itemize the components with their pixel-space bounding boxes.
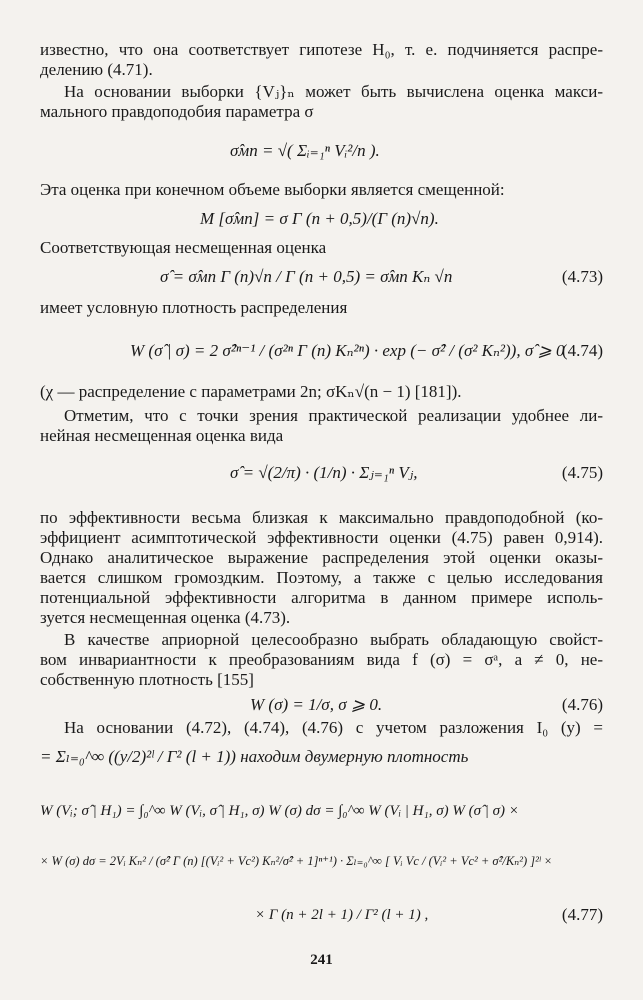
text-line: известно, что она соответствует гипотезе H₀, т. е. подчиняется распре- <box>40 40 603 59</box>
text-line: (χ — распределение с параметрами 2n; σKₙ√(n − 1) [181]). <box>40 382 462 401</box>
text-line: Однако аналитическое выражение распределения этой оценки оказы- <box>40 548 603 567</box>
text-line: Соответствующая несмещенная оценка <box>40 238 327 257</box>
text-line: На основании выборки {Vⱼ}ₙ может быть вычислена оценка макси- <box>64 82 603 101</box>
text-line: эффициент асимптотической эффективности оценки (4.75) равен 0,914). <box>40 528 603 547</box>
text-line: делению (4.71). <box>40 60 153 79</box>
text-line: нейная несмещенная оценка вида <box>40 426 284 445</box>
text-line: по эффективности весьма близкая к максимально правдоподобной (ко- <box>40 508 603 527</box>
formula-4-74: W (σ̂ | σ) = 2 σ̂²ⁿ⁻¹ / (σ²ⁿ Γ (n) Kₙ²ⁿ) · exp (− σ̂² / (σ² Kₙ²)), σ̂ ⩾ 0 <box>130 341 565 360</box>
formula-4-77-line2: × W (σ) dσ = 2Vᵢ Kₙ² / (σ̂² Γ (n) [(Vᵢ² + Vc²) Kₙ²/σ̂² + 1]ⁿ⁺¹) · Σₗ₌₀^∞ [ Vᵢ Vc / (Vᵢ² + Vc² + σ̂²/Kₙ²) ]²ˡ × <box>40 854 553 868</box>
text-line: Эта оценка при конечном объеме выборки является смещенной: <box>40 180 505 199</box>
equation-number: (4.77) <box>561 905 603 924</box>
formula-expectation: M [σ̂мп] = σ Γ (n + 0,5)/(Γ (n)√n). <box>200 209 439 228</box>
page-number: 241 <box>310 952 333 968</box>
text-line: мального правдоподобия параметра σ <box>40 102 314 121</box>
equation-number: (4.76) <box>561 695 603 714</box>
formula-4-77-line3: × Γ (n + 2l + 1) / Γ² (l + 1) , <box>255 907 429 923</box>
text-line: В качестве априорной целесообразно выбрать обладающую свойст- <box>64 630 603 649</box>
equation-number: (4.74) <box>561 341 603 360</box>
formula-4-76: W (σ) = 1/σ, σ ⩾ 0. <box>250 695 383 714</box>
text-line: Отметим, что с точки зрения практической реализации удобнее ли- <box>64 406 603 425</box>
text-line: имеет условную плотность распределения <box>40 298 348 317</box>
text-line: потенциальной эффективности алгоритма в данном примере исполь- <box>40 588 603 607</box>
text-line: собственную плотность [155] <box>40 670 254 689</box>
formula-sigma-mp: σ̂мп = √( Σᵢ₌₁ⁿ Vᵢ²/n ). <box>230 141 380 160</box>
text-line: зуется несмещенная оценка (4.73). <box>40 608 291 627</box>
text-line: вается слишком громоздким. Поэтому, а также с целью исследования <box>40 568 603 587</box>
formula-4-77-line1: W (Vᵢ; σ̂ | H₁) = ∫₀^∞ W (Vᵢ, σ̂ | H₁, σ) W (σ) dσ = ∫₀^∞ W (Vᵢ | H₁, σ) W (σ̂ | σ) × <box>40 803 519 819</box>
formula-series-expansion: = Σₗ₌₀^∞ ((y/2)²ˡ / Γ² (l + 1)) находим двумерную плотность <box>40 747 469 766</box>
equation-number: (4.75) <box>561 463 603 482</box>
formula-4-73: σ̂ = σ̂мп Γ (n)√n / Γ (n + 0,5) = σ̂мп Kₙ √n <box>160 267 453 286</box>
equation-number: (4.73) <box>561 267 603 286</box>
text-line: вом инвариантности к преобразованиям вида f (σ) = σᵃ, a ≠ 0, не- <box>40 650 603 669</box>
formula-4-75: σ̂ = √(2/π) · (1/n) · Σⱼ₌₁ⁿ Vⱼ, <box>230 463 418 482</box>
text-line: На основании (4.72), (4.74), (4.76) с учетом разложения I₀ (y) = <box>64 718 603 737</box>
